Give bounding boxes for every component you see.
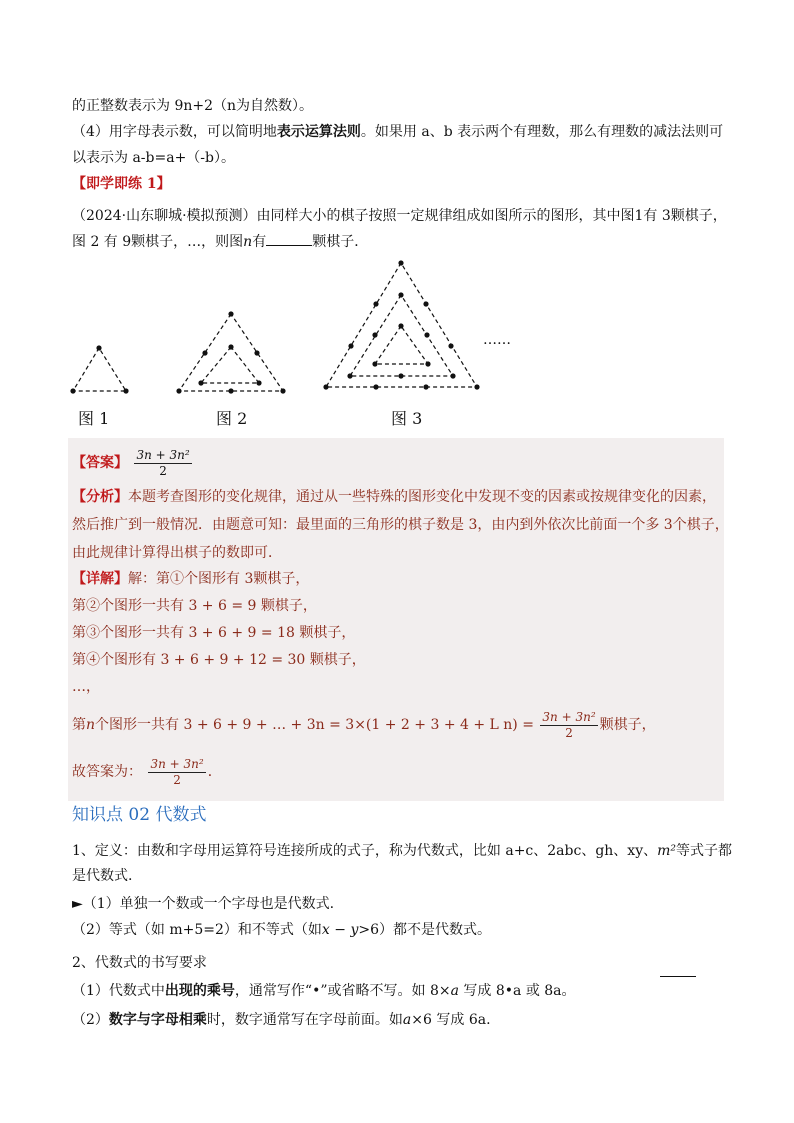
writing-rule bbox=[72, 1010, 491, 1030]
dot bbox=[450, 373, 455, 378]
variable-n: n bbox=[243, 234, 253, 250]
fraction-denominator: 2 bbox=[173, 772, 181, 787]
text: 时，数字通常写在字母前面。如 bbox=[206, 1012, 403, 1028]
final-fraction bbox=[148, 757, 205, 788]
result-fraction bbox=[540, 710, 597, 741]
variable-a: a bbox=[450, 983, 459, 999]
fraction-denominator: 2 bbox=[159, 463, 167, 478]
text: （4）用字母表示数，可以简明地 bbox=[72, 124, 277, 140]
dot bbox=[96, 345, 101, 350]
dot bbox=[70, 388, 75, 393]
dot bbox=[398, 323, 403, 328]
text: ，通常写作“•”或省略不写。如 8× bbox=[234, 983, 451, 999]
bold-text: 数字与字母相乘 bbox=[108, 1012, 207, 1028]
analysis-line: 由此规律计算得出棋子的数即可． bbox=[72, 545, 282, 561]
dot bbox=[123, 388, 128, 393]
note-line: ►（1）单独一个数或一个字母也是代数式. bbox=[72, 896, 335, 912]
fraction-denominator: 2 bbox=[565, 725, 573, 740]
text: 等式子都 bbox=[676, 843, 733, 859]
problem-line bbox=[72, 232, 368, 252]
text: （1）代数式中 bbox=[72, 983, 165, 999]
analysis-line: 然后推广到一般情况．由题意可知：最里面的三角形的棋子数是 3，由内到外依次比前面一个多 3个棋子， bbox=[72, 517, 729, 533]
detail-line: 第④个图形有 3 + 6 + 9 + 12 = 30 颗棋子， bbox=[72, 652, 366, 668]
text: （2） bbox=[72, 1012, 109, 1028]
triangle-outline bbox=[73, 348, 126, 391]
analysis-text: 本题考查图形的变化规律，通过从一些特殊的图形变化中发现不变的因素或按规律变化的因素， bbox=[128, 489, 716, 505]
answer-blank bbox=[266, 233, 312, 246]
dot bbox=[398, 260, 403, 265]
detail-line bbox=[72, 706, 656, 744]
ellipsis: …… bbox=[483, 332, 511, 348]
divider bbox=[660, 976, 696, 977]
dot bbox=[323, 384, 328, 389]
dot bbox=[348, 343, 353, 348]
text: （2）等式（如 m+5=2）和不等式（如 bbox=[72, 922, 322, 938]
dot bbox=[398, 373, 403, 378]
text: 有 bbox=[252, 234, 267, 250]
expression-m: m² bbox=[657, 843, 677, 859]
bold-text: 表示运算法则 bbox=[276, 124, 361, 140]
section-title: 知识点 02 代数式 bbox=[72, 805, 207, 825]
text: ． bbox=[207, 764, 222, 780]
analysis-line bbox=[72, 487, 716, 507]
text-line: 的正整数表示为 9n+2（n为自然数）。 bbox=[72, 98, 314, 114]
practice-heading: 【即学即练 1】 bbox=[72, 176, 171, 192]
writing-heading: 2、代数式的书写要求 bbox=[72, 955, 207, 971]
dot bbox=[347, 373, 352, 378]
pattern-figures bbox=[0, 250, 794, 410]
text: 第 bbox=[72, 717, 86, 733]
triangle-outline bbox=[201, 347, 259, 383]
dot bbox=[228, 388, 233, 393]
detail-text: 解：第①个图形有 3颗棋子， bbox=[128, 571, 310, 587]
text: ×6 写成 6a. bbox=[411, 1012, 491, 1028]
dot bbox=[373, 301, 378, 306]
dot bbox=[423, 384, 428, 389]
definition-line bbox=[72, 838, 732, 864]
variable-a: a bbox=[402, 1012, 412, 1028]
text: 颗棋子． bbox=[312, 234, 369, 250]
triangle-outline bbox=[179, 314, 283, 391]
dot bbox=[280, 388, 285, 393]
dot bbox=[373, 384, 378, 389]
fraction-numerator: 3n + 3n² bbox=[542, 709, 596, 724]
expression-xy: x − y bbox=[321, 922, 359, 938]
detail-line: …， bbox=[72, 679, 100, 695]
note-line bbox=[72, 920, 491, 940]
text: 1、定义：由数和字母用运算符号连接所成的式子，称为代数式，比如 a+c、2abc、gh、xy、 bbox=[72, 843, 658, 859]
dot bbox=[398, 292, 403, 297]
text: 颗棋子， bbox=[599, 717, 656, 733]
detail-line: 第③个图形一共有 3 + 6 + 9 = 18 颗棋子， bbox=[72, 625, 356, 641]
dot bbox=[256, 380, 261, 385]
text: 图 2 有 9颗棋子，…，则图 bbox=[72, 234, 244, 250]
dot bbox=[176, 388, 181, 393]
fraction-numerator: 3n + 3n² bbox=[150, 756, 204, 771]
detail-line bbox=[72, 753, 222, 791]
detail-tag: 【详解】 bbox=[72, 571, 128, 587]
triangle-outline bbox=[375, 326, 428, 364]
fraction-numerator: 3n + 3n² bbox=[136, 447, 190, 462]
detail-line bbox=[72, 569, 309, 589]
text: 写成 8•a 或 8a。 bbox=[458, 983, 576, 999]
dot bbox=[202, 350, 207, 355]
dot bbox=[423, 301, 428, 306]
text: 故答案为： bbox=[72, 764, 142, 780]
text: >6）都不是代数式。 bbox=[358, 922, 491, 938]
variable-n: n bbox=[86, 717, 96, 733]
text-line bbox=[72, 122, 723, 142]
dot bbox=[425, 361, 430, 366]
dot bbox=[198, 380, 203, 385]
dot bbox=[424, 332, 429, 337]
figure-label: 图 3 bbox=[391, 409, 423, 428]
text: 个图形一共有 3 + 6 + 9 + … + 3n = 3×(1 + 2 + 3 + 4 + L n) = bbox=[95, 717, 534, 733]
dot bbox=[228, 311, 233, 316]
dot bbox=[448, 343, 453, 348]
dot bbox=[228, 344, 233, 349]
dot bbox=[474, 384, 479, 389]
dot bbox=[372, 361, 377, 366]
figure-label: 图 2 bbox=[216, 409, 248, 428]
answer-line bbox=[72, 446, 194, 480]
text-line: 以表示为 a-b=a+（-b）。 bbox=[72, 150, 235, 166]
figure-label: 图 1 bbox=[78, 409, 110, 428]
definition-line: 是代数式. bbox=[72, 868, 133, 884]
writing-rule bbox=[72, 981, 576, 1001]
answer-tag: 【答案】 bbox=[72, 455, 128, 471]
detail-line: 第②个图形一共有 3 + 6 = 9 颗棋子， bbox=[72, 598, 317, 614]
analysis-tag: 【分析】 bbox=[72, 489, 128, 505]
bold-text: 出现的乘号 bbox=[164, 983, 235, 999]
text: 。如果用 a、b 表示两个有理数，那么有理数的减法法则可 bbox=[360, 124, 724, 140]
dot bbox=[372, 332, 377, 337]
answer-fraction bbox=[134, 448, 191, 479]
dot bbox=[254, 350, 259, 355]
problem-line: （2024·山东聊城·模拟预测）由同样大小的棋子按照一定规律组成如图所示的图形，其中图1有 3颗棋子， bbox=[72, 208, 727, 224]
